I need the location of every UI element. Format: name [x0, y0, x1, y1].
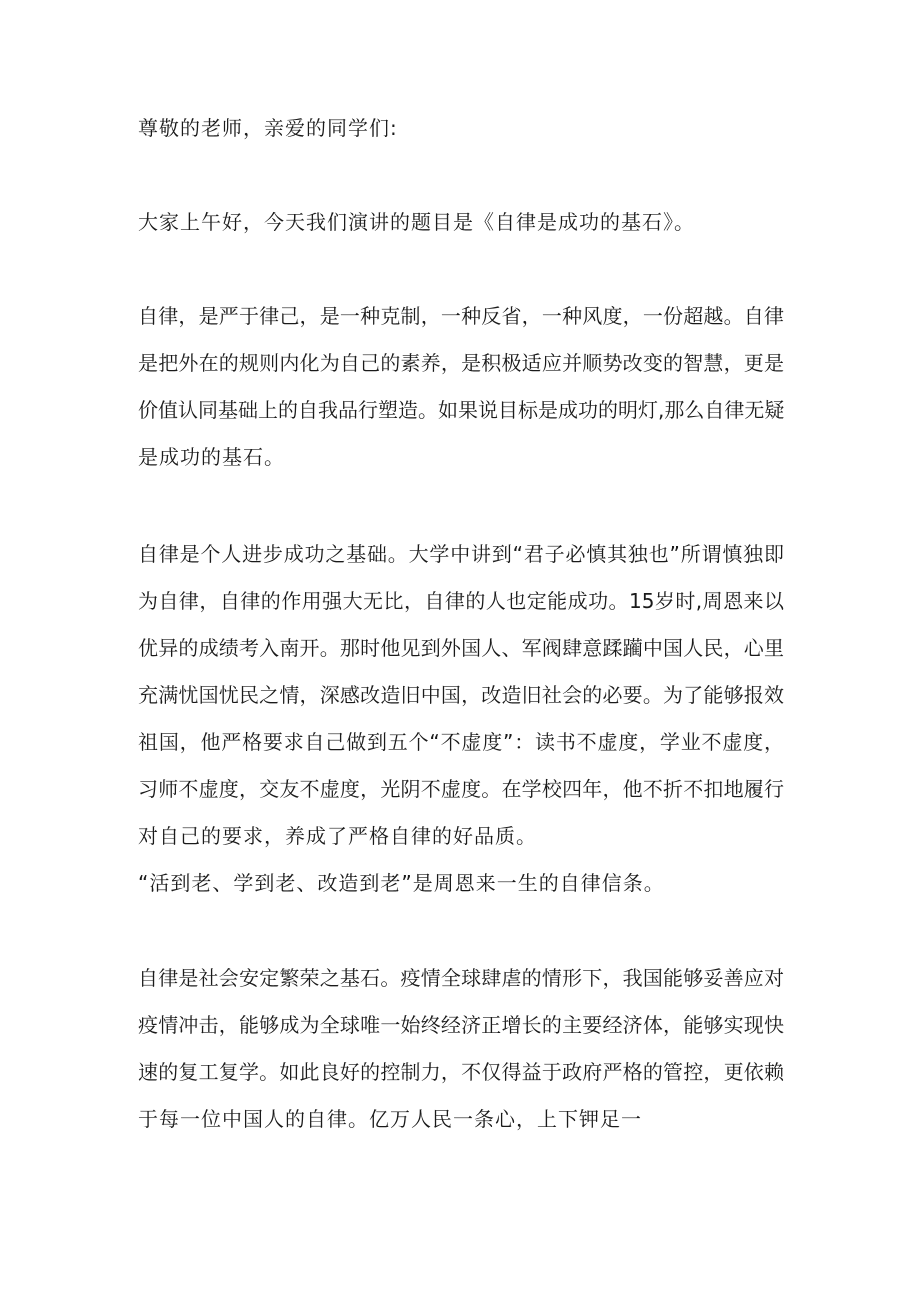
paragraph-2-line-8: “活到老、学到老、改造到老”是周恩来一生的自律信条。	[138, 871, 665, 895]
paragraph-1-line-4: 是成功的基石。	[138, 445, 285, 469]
paragraph-2-line-5: 祖国，他严格要求自己做到五个“不虚度”：读书不虚度，学业不虚度，	[138, 730, 784, 754]
paragraph-2-line-4: 充满忧国忧民之情，深感改造旧中国，改造旧社会的必要。为了能够报效	[138, 683, 784, 707]
paragraph-1-line-1: 自律，是严于律己，是一种克制，一种反省，一种风度，一份超越。自律	[138, 304, 784, 328]
paragraph-2-line-1: 自律是个人进步成功之基础。大学中讲到“君子必慎其独也”所谓慎独即	[138, 542, 784, 566]
paragraph-1-line-2: 是把外在的规则内化为自己的素养，是积极适应并顺势改变的智慧，更是	[138, 351, 784, 375]
paragraph-3-line-2: 疫情冲击，能够成为全球唯一始终经济正增长的主要经济体，能够实现快	[138, 1013, 784, 1037]
paragraph-2-line-2: 为自律，自律的作用强大无比，自律的人也定能成功。15岁时,周恩来以	[138, 589, 784, 613]
salutation: 尊敬的老师，亲爱的同学们:	[138, 116, 398, 140]
paragraph-2-line-3: 优异的成绩考入南开。那时他见到外国人、军阀肆意蹂躏中国人民，心里	[138, 636, 784, 660]
paragraph-3-line-3: 速的复工复学。如此良好的控制力，不仅得益于政府严格的管控，更依赖	[138, 1060, 784, 1084]
paragraph-3-line-4: 于每一位中国人的自律。亿万人民一条心，上下钾足一	[138, 1107, 642, 1131]
paragraph-2-line-7: 对自己的要求，养成了严格自律的好品质。	[138, 824, 537, 848]
paragraph-1-line-3: 价值认同基础上的自我品行塑造。如果说目标是成功的明灯,那么自律无疑	[138, 398, 785, 422]
paragraph-3-line-1: 自律是社会安定繁荣之基石。疫情全球肆虐的情形下，我国能够妥善应对	[138, 966, 784, 990]
intro-line: 大家上午好，今天我们演讲的题目是《自律是成功的基石》。	[138, 210, 695, 234]
paragraph-2-line-6: 习师不虚度，交友不虚度，光阴不虚度。在学校四年，他不折不扣地履行	[138, 777, 784, 801]
